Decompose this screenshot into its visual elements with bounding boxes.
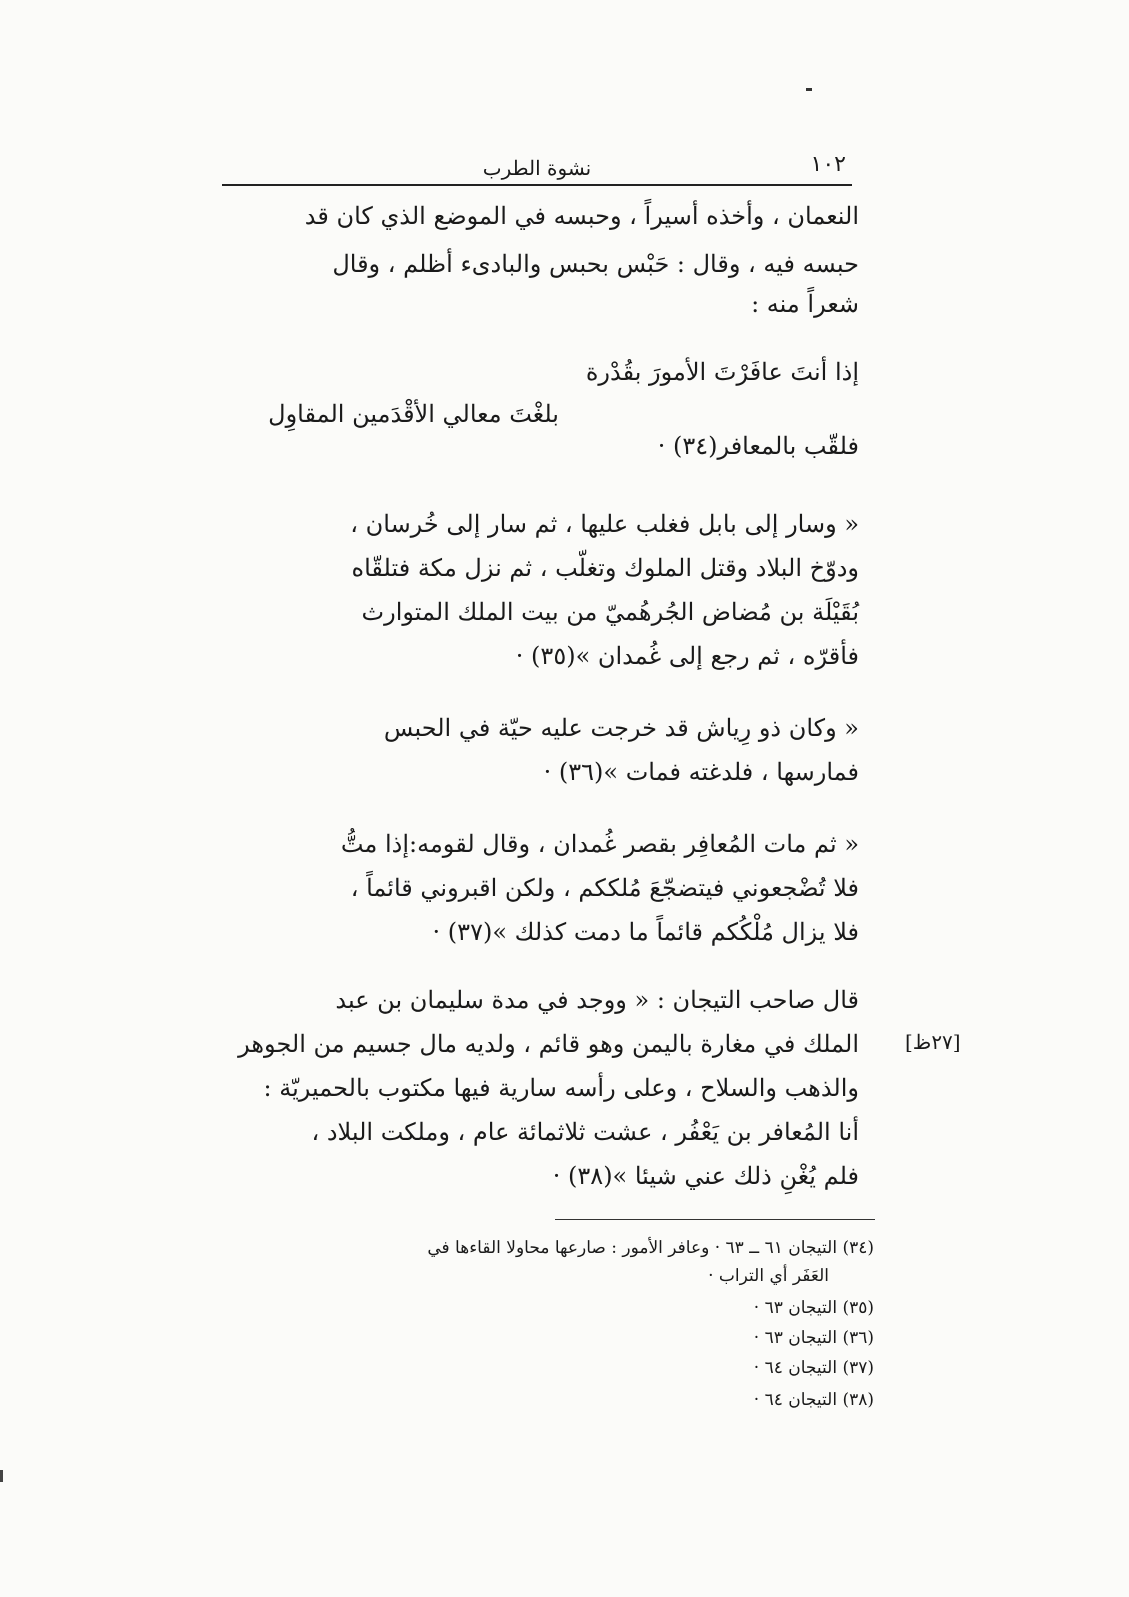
body-line: فأقرّه ، ثم رجع إلى غُمدان »(٣٥) · <box>515 642 859 670</box>
speck-mark <box>806 88 812 91</box>
footnote: (٣٦) التيجان ٦٣ · <box>753 1328 874 1348</box>
body-line: حبسه فيه ، وقال : حَبْس بحبس والبادىء أظلم ، وقال <box>332 250 859 278</box>
footnote: العَفَر أي التراب · <box>708 1266 829 1286</box>
body-line: أنا المُعافر بن يَعْفُر ، عشت ثلاثمائة عام ، وملكت البلاد ، <box>311 1118 859 1146</box>
footnote: (٣٨) التيجان ٦٤ · <box>753 1390 874 1410</box>
body-line: « وكان ذو رِياش قد خرجت عليه حيّة في الحبس <box>383 714 859 742</box>
running-title: نشوة الطرب <box>482 156 592 180</box>
body-line: بُقَيْلَة بن مُضاض الجُرهُميّ من بيت الملك المتوارث <box>361 598 859 626</box>
body-line: والذهب والسلاح ، وعلى رأسه سارية فيها مكتوب بالحميريّة : <box>263 1074 859 1102</box>
body-line: شعراً منه : <box>751 290 859 318</box>
page-header <box>222 150 852 186</box>
body-line: فمارسها ، فلدغته فمات »(٣٦) · <box>543 758 859 786</box>
footnote: (٣٤) التيجان ٦١ ــ ٦٣ · وعافر الأمور : صارعها محاولا القاءها في <box>427 1238 874 1258</box>
edge-mark <box>0 1470 3 1482</box>
body-line: فلا يزال مُلْكُكم قائماً ما دمت كذلك »(٣٧) · <box>432 918 859 946</box>
footnote-rule <box>555 1219 875 1220</box>
body-line: فلقّب بالمعافر(٣٤) · <box>657 432 859 460</box>
body-line: النعمان ، وأخذه أسيراً ، وحبسه في الموضع الذي كان قد <box>304 202 859 230</box>
verse-line: إذا أنتَ عافَرْتَ الأمورَ بقُدْرة <box>585 358 859 386</box>
body-line: قال صاحب التيجان : « ووجد في مدة سليمان بن عبد <box>335 986 859 1014</box>
footnote: (٣٥) التيجان ٦٣ · <box>753 1298 874 1318</box>
folio-marker: [٢٧ظ] <box>905 1030 961 1054</box>
body-line: الملك في مغارة باليمن وهو قائم ، ولديه مال جسيم من الجوهر <box>238 1030 859 1058</box>
body-line: ودوّخ البلاد وقتل الملوك وتغلّب ، ثم نزل مكة فتلقّاه <box>351 554 859 582</box>
page-number: ١٠٢ <box>810 152 846 177</box>
body-line: فلم يُغْنِ ذلك عني شيئا »(٣٨) · <box>552 1162 859 1190</box>
body-line: فلا تُضْجعوني فيتضجّعَ مُلككم ، ولكن اقبروني قائماً ، <box>350 874 859 902</box>
footnote: (٣٧) التيجان ٦٤ · <box>753 1358 874 1378</box>
verse-line: بلغْتَ معالي الأقْدَمين المقاوِل <box>268 400 559 428</box>
body-line: « وسار إلى بابل فغلب عليها ، ثم سار إلى خُرسان ، <box>350 510 859 538</box>
body-line: « ثم مات المُعافِر بقصر غُمدان ، وقال لقومه:إذا متُّ <box>340 830 859 858</box>
